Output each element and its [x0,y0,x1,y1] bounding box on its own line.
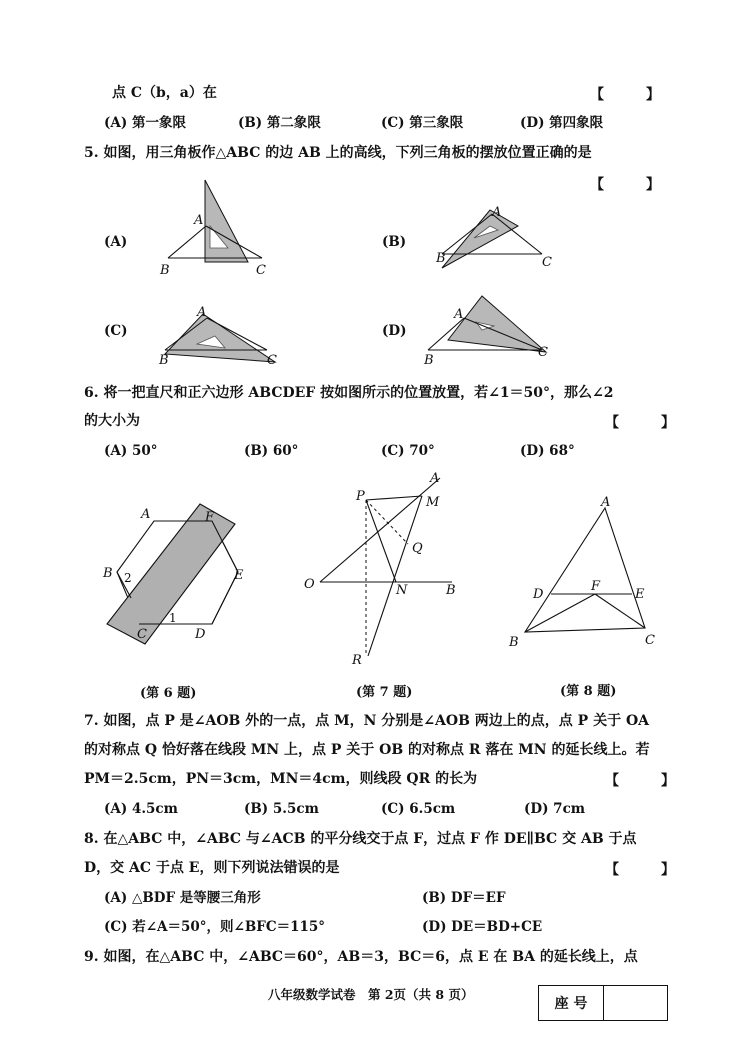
q4-option-b: (B) 第二象限 [238,115,321,131]
q5d-label-b: B [424,353,434,368]
fig7-label-r: R [352,653,362,668]
q8-stem-line1: 8. 在△ABC 中，∠ABC 与∠ACB 的平分线交于点 F，过点 F 作 DE∥BC 交 AB 于点 [84,831,637,847]
q8-answer-bracket: 【 】 [605,862,675,878]
q7-stem-line1: 7. 如图，点 P 是∠AOB 外的一点，点 M，N 分别是∠AOB 两边上的点，点 P 关于 OA [84,713,650,729]
fig7-label-a: A [430,471,440,486]
q4-answer-bracket: 【 】 [590,87,660,103]
q5-figure-c [155,300,295,370]
q5d-label-c: C [538,345,548,360]
q5c-label-c: C [267,353,277,368]
q6-stem-line1: 6. 将一把直尺和正六边形 ABCDEF 按如图所示的位置放置，若∠1＝50°，那么∠2 [84,385,614,401]
q7-option-b: (B) 5.5cm [244,801,319,817]
figure-7-angle-reflection [300,470,470,670]
q6-option-a: (A) 50° [104,443,158,459]
fig6-angle-1: 1 [169,611,177,625]
q5-stem: 5. 如图，用三角板作△ABC 的边 AB 上的高线，下列三角板的摆放位置正确的是 [84,145,592,161]
q8-option-b: (B) DF＝EF [422,890,506,906]
seat-number-box [538,985,668,1021]
q5-option-a: (A) [104,234,128,250]
fig8-label-c: C [645,633,655,648]
q5a-label-b: B [160,263,170,278]
q5c-label-a: A [197,305,207,320]
q4-tail: 点 C（b，a）在 [112,85,217,101]
q5c-label-b: B [159,353,169,368]
fig8-label-e: E [635,587,645,602]
q5-answer-bracket: 【 】 [590,177,660,193]
fig7-label-m: M [426,495,440,510]
fig8-label-a: A [601,495,611,510]
q6-answer-bracket: 【 】 [605,415,675,431]
fig8-label-d: D [533,587,544,602]
q4-option-c: (C) 第三象限 [381,115,464,131]
fig6-label-f: F [205,510,215,525]
page-footer: 八年级数学试卷 第 2页（共 8 页） [268,987,474,1002]
caption-fig-8: (第 8 题) [560,684,617,699]
q7-option-c: (C) 6.5cm [381,801,456,817]
fig7-label-q: Q [412,541,423,556]
q5b-label-b: B [436,251,446,266]
q4-option-a: (A) 第一象限 [104,115,186,131]
fig6-label-d: D [195,627,206,642]
seat-number-label: 座 号 [539,986,604,1020]
q5-figure-b [430,200,570,280]
q5-figure-d [420,290,570,370]
q5b-label-a: A [492,205,502,220]
fig8-label-f: F [591,579,601,594]
q6-option-b: (B) 60° [244,443,299,459]
seat-number-blank [604,986,667,1020]
q7-stem-line3: PM＝2.5cm，PN＝3cm，MN＝4cm，则线段 QR 的长为 [84,771,478,787]
q5-option-c: (C) [104,323,128,339]
q8-option-d: (D) DE＝BD+CE [422,919,543,935]
q6-option-d: (D) 68° [520,443,575,459]
q7-option-d: (D) 7cm [524,801,586,817]
fig7-label-o: O [304,577,315,592]
caption-fig-6: (第 6 题) [140,686,197,701]
fig6-angle-2: 2 [124,571,132,585]
q7-option-a: (A) 4.5cm [104,801,178,817]
q8-option-c: (C) 若∠A＝50°，则∠BFC＝115° [104,919,326,935]
figure-6-hexagon-ruler [95,490,265,660]
fig6-label-a: A [141,507,151,522]
figure-8-triangle [505,492,665,652]
q8-stem-line2: D，交 AC 于点 E，则下列说法错误的是 [84,860,340,876]
q5-option-b: (B) [382,234,407,250]
fig7-label-p: P [356,489,365,504]
caption-fig-7: (第 7 题) [356,685,413,700]
q5-figure-a [150,176,290,280]
fig7-label-n: N [396,583,408,598]
fig6-label-b: B [103,566,113,581]
q5-option-d: (D) [382,323,407,339]
q4-option-d: (D) 第四象限 [520,115,604,131]
q9-stem-line1: 9. 如图，在△ABC 中，∠ABC＝60°，AB＝3，BC＝6，点 E 在 BA 的延长线上，点 [84,949,638,965]
fig7-label-b: B [446,583,456,598]
q5b-label-c: C [542,255,552,270]
fig6-label-e: E [234,568,244,583]
q8-option-a: (A) △BDF 是等腰三角形 [104,890,261,906]
q7-answer-bracket: 【 】 [605,773,675,789]
fig8-label-b: B [509,635,519,650]
q5a-label-a: A [194,213,204,228]
q5a-label-c: C [256,263,266,278]
q5d-label-a: A [454,307,464,322]
q6-stem-line2: 的大小为 [84,413,140,429]
q7-stem-line2: 的对称点 Q 恰好落在线段 MN 上，点 P 关于 OB 的对称点 R 落在 MN 的延长线上。若 [84,742,650,758]
fig6-label-c: C [137,627,147,642]
q6-option-c: (C) 70° [381,443,435,459]
